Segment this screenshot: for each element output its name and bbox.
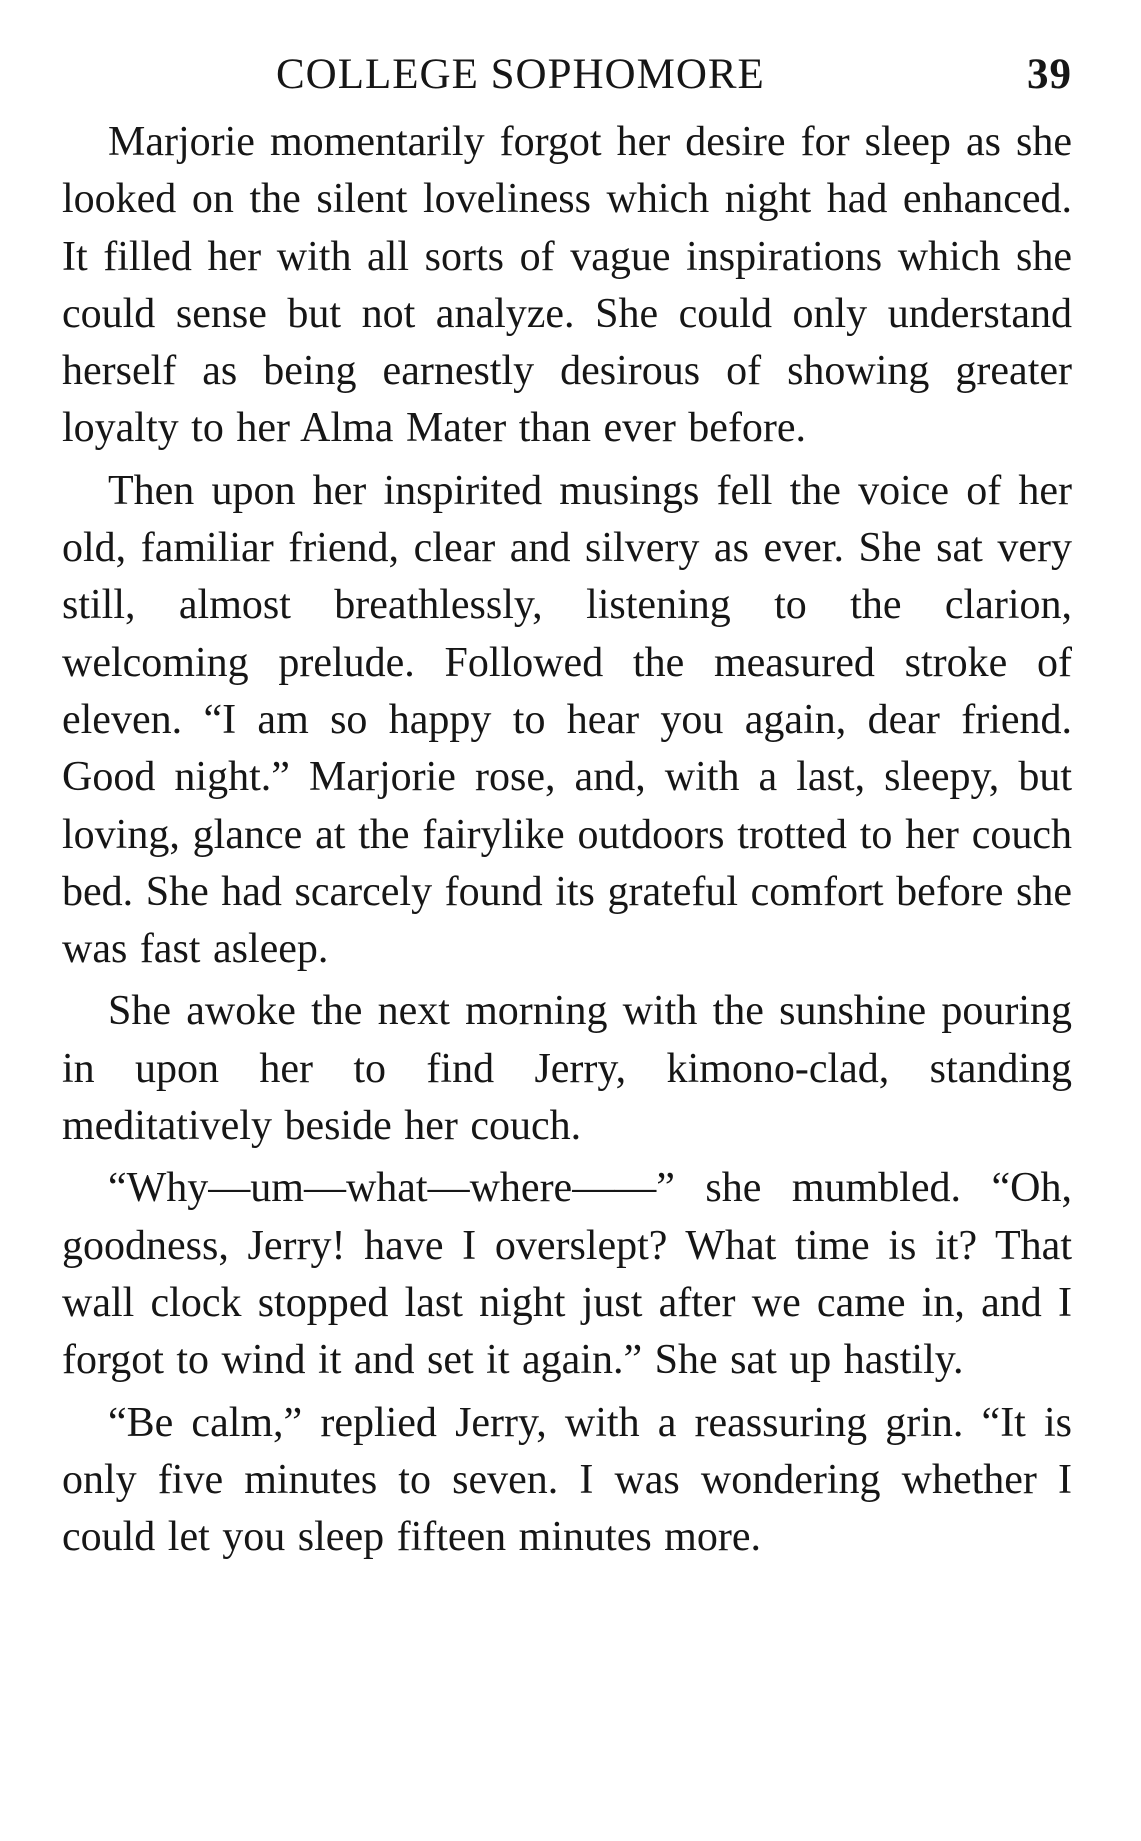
- paragraph: Marjorie momentarily forgot her desire for sleep as she looked on the silent loveliness which night had enhanced. It filled her with all sorts of vague inspirations which she could sense but not analyze. She could only understand herself as being earnestly desirous of showing greater loyalty to her Alma Mater than ever before.: [62, 119, 1072, 452]
- paragraph: “Why—um—what—where——” she mumbled. “Oh, goodness, Jerry! have I overslept? What time is it? That wall clock stopped last night just after we came in, and I forgot to wind it and set it again.” She sat up hastily.: [62, 1165, 1072, 1384]
- page-number: 39: [1027, 51, 1072, 98]
- running-title: COLLEGE SOPHOMORE: [276, 51, 765, 98]
- body-text: [62, 106, 1072, 1566]
- paragraph: She awoke the next morning with the sunshine pouring in upon her to find Jerry, kimono-clad, standing meditatively beside her couch.: [62, 988, 1072, 1150]
- paragraph: Then upon her inspirited musings fell the voice of her old, familiar friend, clear and silvery as ever. She sat very still, almost breathlessly, listening to the clarion, welcoming prelude. Followed the measured stroke of eleven. “I am so happy to hear you again, dear friend. Good night.” Marjorie rose, and, with a last, sleepy, but loving, glance at the fairylike outdoors trotted to her couch bed. She had scarcely found its grateful comfort before she was fast asleep.: [62, 467, 1072, 973]
- book-page: [62, 50, 1072, 1566]
- paragraph: “Be calm,” replied Jerry, with a reassuring grin. “It is only five minutes to seven. I was wondering whether I could let you sleep fifteen minutes more.: [62, 1399, 1072, 1561]
- running-header: [62, 50, 1072, 106]
